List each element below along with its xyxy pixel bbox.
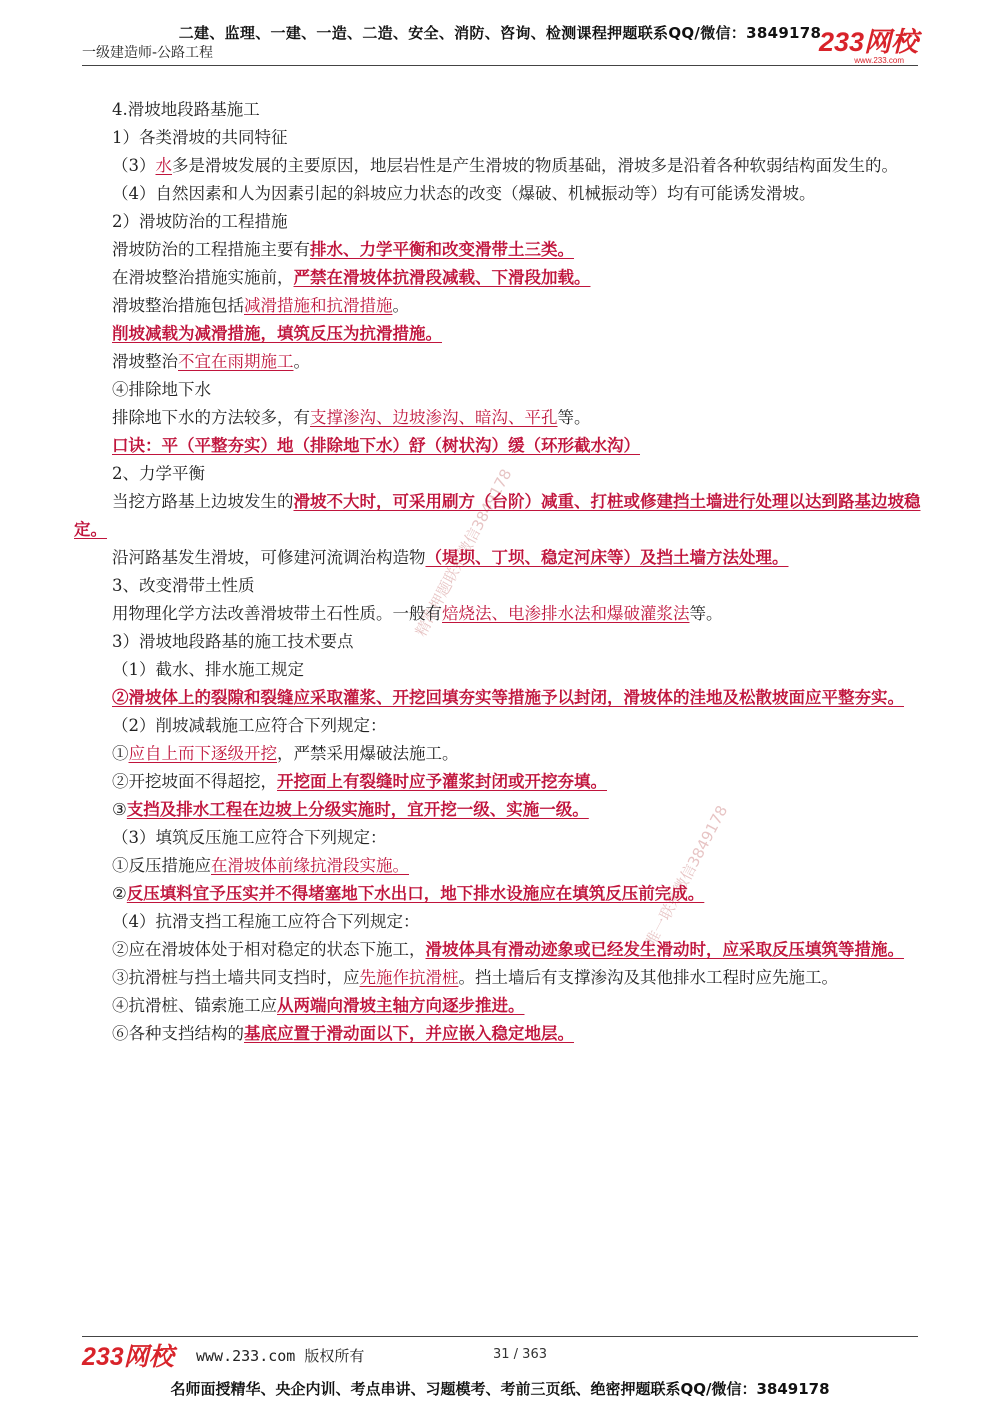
text-run: 等。 (557, 408, 591, 427)
paragraph (74, 824, 926, 852)
text-run: 多是滑坡发展的主要原因，地层岩性是产生滑坡的物质基础，滑坡多是沿着各种软弱结构面发生的。 (172, 156, 898, 175)
logo-url: www.233.com (854, 56, 904, 65)
text-run: 当挖方路基上边坡发生的 (112, 492, 294, 511)
text-run: （4）抗滑支挡工程施工应符合下列规定： (112, 912, 420, 931)
paragraph (74, 964, 926, 992)
highlighted-text: （堤坝、丁坝、稳定河床等）及挡土墙方法处理。 (425, 548, 789, 567)
paragraph (74, 684, 926, 712)
paragraph (74, 544, 926, 572)
highlighted-text: 水 (155, 156, 172, 175)
document-body (74, 96, 926, 1048)
text-run: ①反压措施应 (112, 856, 211, 875)
text-run: 滑坡整治 (112, 352, 178, 371)
paragraph (74, 880, 926, 908)
header-logo (798, 28, 918, 66)
watermark: 精准押题联系微信3849178 (411, 465, 516, 640)
text-run: 沿河路基发生滑坡，可修建河流调治构造物 (112, 548, 426, 567)
highlighted-text: 严禁在滑坡体抗滑段减载、下滑段加载。 (293, 268, 591, 287)
paragraph (74, 460, 926, 488)
highlighted-text: 滑坡体具有滑动迹象或已经发生滑动时，应采取反压填筑等措施。 (425, 940, 904, 959)
text-run: 排除地下水的方法较多，有 (112, 408, 310, 427)
paragraph (74, 320, 926, 348)
paragraph (74, 908, 926, 936)
paragraph (74, 488, 926, 544)
paragraph (74, 96, 926, 124)
text-run: ④排除地下水 (112, 380, 211, 399)
footer-copyright: www.233.com 版权所有 (196, 1347, 365, 1365)
text-run: （1）截水、排水施工规定 (112, 660, 304, 679)
text-run: ② (112, 884, 127, 903)
text-run: （3） (112, 156, 156, 175)
highlighted-text: 从两端向滑坡主轴方向逐步推进。 (277, 996, 525, 1015)
text-run: ④抗滑桩、锚索施工应 (112, 996, 277, 1015)
text-run: （3）填筑反压施工应符合下列规定： (112, 828, 387, 847)
text-run: 等。 (689, 604, 723, 623)
text-run: ③抗滑桩与挡土墙共同支挡时，应 (112, 968, 360, 987)
highlighted-text: 滑坡不大时，可采用刷方（台阶）减重、打桩或修建挡土墙进行处理以达到路基边坡稳定。 (74, 492, 921, 539)
highlighted-text: 口诀：平（平整夯实）地（排除地下水）舒（树状沟）缓（环形截水沟） (112, 436, 640, 455)
paragraph (74, 180, 926, 208)
paragraph (74, 852, 926, 880)
paragraph (74, 572, 926, 600)
paragraph (74, 600, 926, 628)
highlighted-text: 基底应置于滑动面以下，并应嵌入稳定地层。 (244, 1024, 574, 1043)
document-subject: 一级建造师-公路工程 (82, 45, 214, 61)
text-run: 。挡土墙后有支撑渗沟及其他排水工程时应先施工。 (458, 968, 838, 987)
paragraph (74, 740, 926, 768)
highlighted-text: 排水、力学平衡和改变滑带土三类。 (310, 240, 574, 259)
text-run: 。 (392, 296, 409, 315)
paragraph (74, 628, 926, 656)
text-run: 3）滑坡地段路基的施工技术要点 (112, 632, 354, 651)
highlighted-text: 支挡及排水工程在边坡上分级实施时，宜开挖一级、实施一级。 (126, 800, 589, 819)
paragraph (74, 264, 926, 292)
paragraph (74, 1020, 926, 1048)
text-run: （2）削坡减载施工应符合下列规定： (112, 716, 387, 735)
watermark: 唯一联系微信3849178 (641, 802, 732, 950)
highlighted-text: 削坡减载为减滑措施，填筑反压为抗滑措施。 (112, 324, 442, 343)
paragraph (74, 292, 926, 320)
highlighted-text: 焙烧法、电渗排水法和爆破灌浆法 (442, 604, 690, 623)
text-run: （4）自然因素和人为因素引起的斜坡应力状态的改变（爆破、机械振动等）均有可能诱发滑坡。 (112, 184, 816, 203)
header-banner: 二建、监理、一建、一造、二造、安全、消防、咨询、检测课程押题联系QQ/微信：3849178 (178, 24, 822, 42)
footer-logo: 233网校 (82, 1343, 174, 1371)
paragraph (74, 768, 926, 796)
text-run: 在滑坡整治措施实施前， (112, 268, 294, 287)
highlighted-text: ②滑坡体上的裂隙和裂缝应采取灌浆、开挖回填夯实等措施予以封闭，滑坡体的洼地及松散坡面应平整夯实。 (112, 688, 904, 707)
paragraph (74, 992, 926, 1020)
highlighted-text: 不宜在雨期施工 (178, 352, 294, 371)
paragraph (74, 432, 926, 460)
text-run: 2）滑坡防治的工程措施 (112, 212, 288, 231)
paragraph (74, 124, 926, 152)
highlighted-text: 在滑坡体前缘抗滑段实施。 (211, 856, 409, 875)
highlighted-text: 减滑措施和抗滑措施 (244, 296, 393, 315)
paragraph (74, 236, 926, 264)
text-run: ，严禁采用爆破法施工。 (277, 744, 459, 763)
text-run: 1）各类滑坡的共同特征 (112, 128, 288, 147)
text-run: 。 (293, 352, 310, 371)
highlighted-text: 先施作抗滑桩 (359, 968, 459, 987)
highlighted-text: 反压填料宜予压实并不得堵塞地下水出口，地下排水设施应在填筑反压前完成。 (126, 884, 705, 903)
text-run: 滑坡整治措施包括 (112, 296, 244, 315)
page-number: 31 / 363 (493, 1347, 547, 1362)
paragraph (74, 208, 926, 236)
paragraph (74, 796, 926, 824)
highlighted-text: 应自上而下逐级开挖 (128, 744, 277, 763)
text-run: ②应在滑坡体处于相对稳定的状态下施工， (112, 940, 426, 959)
paragraph (74, 376, 926, 404)
highlighted-text: 开挖面上有裂缝时应予灌浆封闭或开挖夯填。 (277, 772, 607, 791)
paragraph (74, 712, 926, 740)
text-run: 滑坡防治的工程措施主要有 (112, 240, 310, 259)
text-run: ⑥各种支挡结构的 (112, 1024, 244, 1043)
text-run: ③ (112, 800, 127, 819)
paragraph (74, 656, 926, 684)
footer-banner: 名师面授精华、央企内训、考点串讲、习题模考、考前三页纸、绝密押题联系QQ/微信：3849178 (170, 1380, 830, 1398)
highlighted-text: 支撑渗沟、边坡渗沟、暗沟、平孔 (310, 408, 558, 427)
paragraph (74, 404, 926, 432)
paragraph (74, 152, 926, 180)
text-run: 用物理化学方法改善滑坡带土石性质。一般有 (112, 604, 442, 623)
text-run: 3、改变滑带土性质 (112, 576, 255, 595)
text-run: ① (112, 744, 129, 763)
text-run: 2、力学平衡 (112, 464, 205, 483)
footer-divider (82, 1336, 918, 1337)
paragraph (74, 348, 926, 376)
logo-text: 233网校 (818, 27, 918, 57)
header-divider (82, 65, 918, 66)
text-run: ②开挖坡面不得超挖， (112, 772, 277, 791)
text-run: 4.滑坡地段路基施工 (112, 100, 260, 119)
paragraph (74, 936, 926, 964)
